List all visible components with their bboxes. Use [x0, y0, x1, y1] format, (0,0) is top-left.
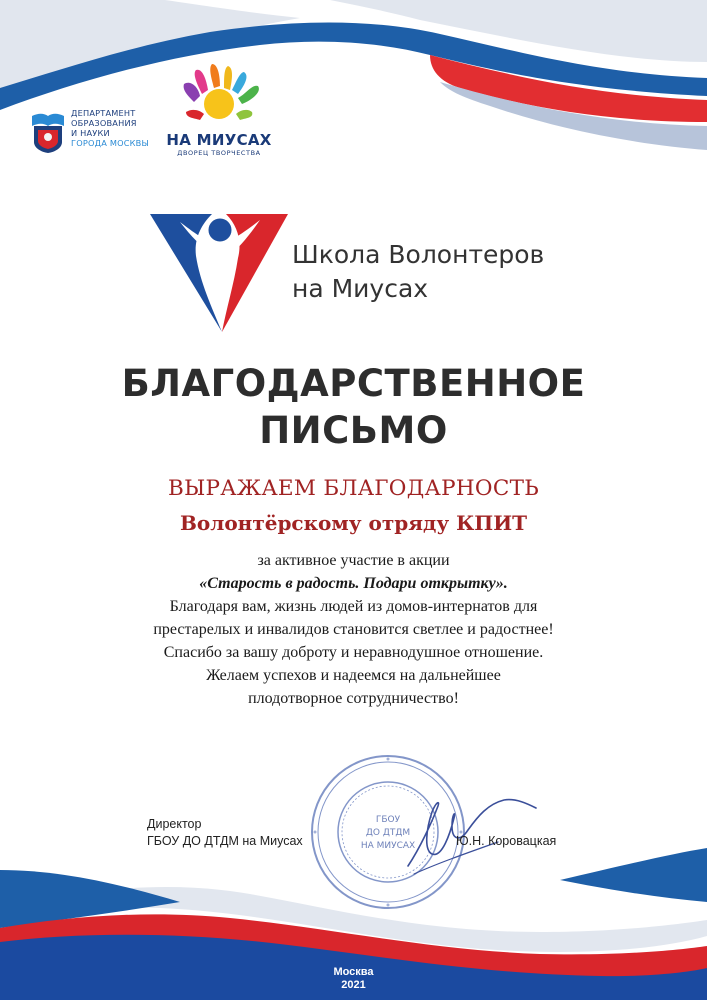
body-line: плодотворное сотрудничество!: [248, 690, 459, 707]
body-line: Спасибо за вашу доброту и неравнодушное отношение.: [163, 644, 544, 661]
body-line: Благодаря вам, жизнь людей из домов-интернатов для: [169, 598, 538, 615]
miusakh-logo-name: НА МИУСАХ: [166, 131, 272, 149]
footer-place-date: [0, 966, 707, 992]
body-line: Желаем успехов и надеемся на дальнейшее: [206, 667, 501, 684]
volunteer-school-name: Школа Волонтеров на Миусах: [292, 240, 545, 303]
body-line: за активное участие в акции: [257, 552, 450, 569]
volunteer-school-emblem-icon: [150, 212, 288, 334]
footer-city: Москва: [333, 966, 374, 978]
handwritten-signature: [380, 778, 540, 888]
thanks-heading: ВЫРАЖАЕМ БЛАГОДАРНОСТЬ: [167, 476, 540, 501]
signatory-position: Директор: [147, 817, 202, 831]
signatory-name: Ю.Н. Коровацкая: [456, 834, 557, 848]
department-logo-text: ДЕПАРТАМЕНТ ОБРАЗОВАНИЯ И НАУКИ ГОРОДА МОСКВЫ: [71, 108, 149, 148]
na-miusakh-palace-logo: [164, 64, 274, 159]
footer-year: 2021: [341, 979, 366, 991]
signatory-organization: ГБОУ ДО ДТДМ на Миусах: [147, 834, 303, 848]
svg-text:ДО ДТДМ: ДО ДТДМ: [365, 828, 411, 838]
svg-text:НА МИУСАХ: НА МИУСАХ: [360, 841, 416, 851]
signatory-title: [147, 816, 303, 850]
action-name: «Старость в радость. Подари открытку».: [199, 575, 508, 592]
moscow-coat-of-arms-icon: [30, 112, 66, 154]
department-of-education-logo: [30, 106, 160, 156]
top-decorative-waves: [0, 0, 707, 200]
letter-title: БЛАГОДАРСТВЕННОЕ ПИСЬМО: [121, 362, 586, 452]
colorful-hands-icon: [172, 64, 267, 130]
svg-text:ГБОУ: ГБОУ: [375, 815, 401, 825]
miusakh-logo-subtitle: ДВОРЕЦ ТВОРЧЕСТВА: [177, 149, 261, 157]
body-line: престарелых и инвалидов становится светлее и радостнее!: [153, 621, 554, 638]
recipient-name: Волонтёрскому отряду КПИТ: [180, 511, 527, 535]
letter-body: [40, 549, 667, 710]
